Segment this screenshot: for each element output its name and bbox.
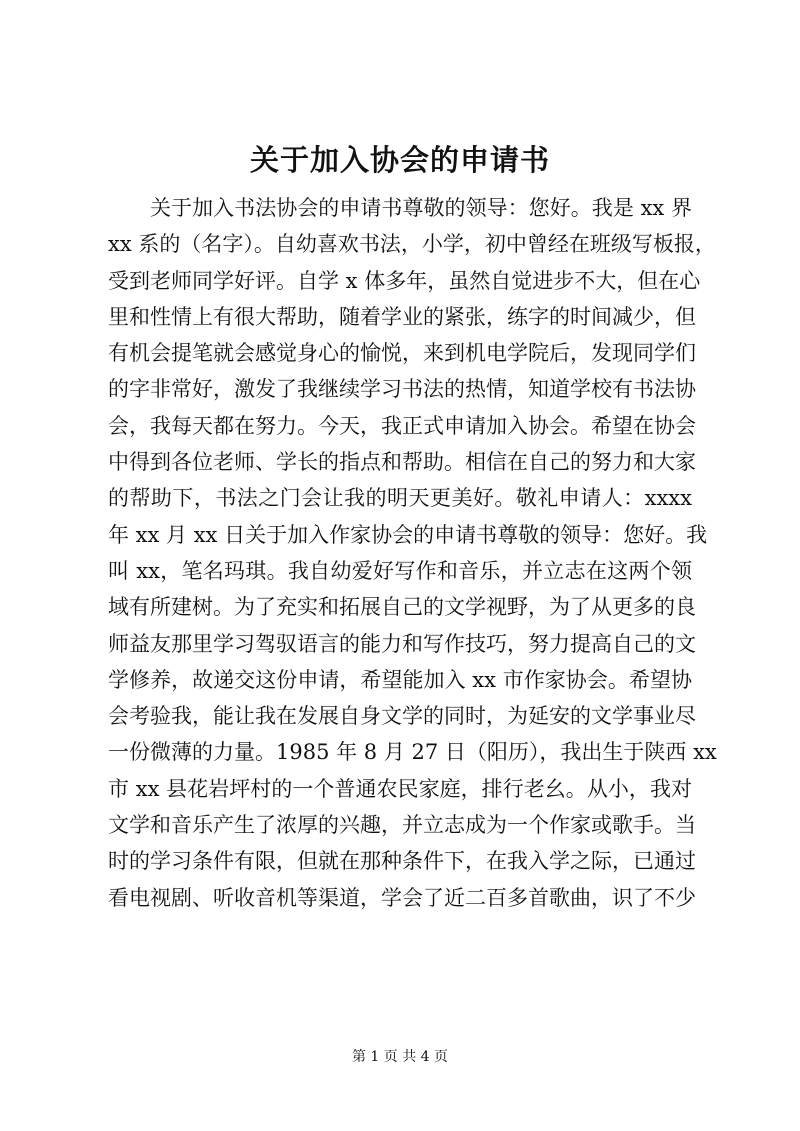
body-line: 受到老师同学好评。自学 x 体多年，虽然自觉进步不大，但在心 [108, 268, 701, 293]
body-line: 会，我每天都在努力。今天，我正式申请加入协会。希望在协会 [108, 413, 696, 438]
body-line: 时的学习条件有限，但就在那种条件下，在我入学之际，已通过 [108, 849, 696, 874]
body-line: 一份微薄的力量。1985 年 8 月 27 日（阳历），我出生于陕西 xx [108, 740, 717, 765]
body-line: 有机会提笔就会感觉身心的愉悦，来到机电学院后，发现同学们 [108, 341, 696, 366]
body-line: 的字非常好，激发了我继续学习书法的热情，知道学校有书法协 [108, 377, 696, 402]
body-line: xx 系的（名字）。自幼喜欢书法，小学，初中曾经在班级写板报， [108, 232, 716, 257]
body-line: 叫 xx，笔名玛琪。我自幼爱好写作和音乐，并立志在这两个领 [108, 558, 692, 583]
body-line: 里和性情上有很大帮助，随着学业的紧张，练字的时间减少，但 [108, 304, 696, 329]
body-line: 关于加入书法协会的申请书尊敬的领导：您好。我是 xx 界 [150, 196, 692, 220]
body-line: 中得到各位老师、学长的指点和帮助。相信在自己的努力和大家 [108, 450, 696, 475]
body-line: 域有所建树。为了充实和拓展自己的文学视野，为了从更多的良 [108, 595, 696, 620]
body-line: 看电视剧、听收音机等渠道，学会了近二百多首歌曲，识了不少 [108, 885, 696, 910]
body-line: 的帮助下，书法之门会让我的明天更美好。敬礼申请人：xxxx [108, 486, 692, 511]
body-line: 会考验我，能让我在发展自身文学的同时，为延安的文学事业尽 [108, 704, 696, 729]
body-line: 年 xx 月 xx 日关于加入作家协会的申请书尊敬的领导：您好。我 [108, 522, 708, 547]
body-line: 文学和音乐产生了浓厚的兴趣，并立志成为一个作家或歌手。当 [108, 813, 696, 838]
page-number-footer: 第 1 页 共 4 页 [351, 1049, 449, 1065]
body-line: 学修养，故递交这份申请，希望能加入 xx 市作家协会。希望协 [108, 667, 692, 692]
body-line: 师益友那里学习驾驭语言的能力和写作技巧，努力提高自己的文 [108, 631, 696, 656]
body-line: 市 xx 县花岩坪村的一个普通农民家庭，排行老幺。从小，我对 [108, 776, 692, 801]
body-paragraph [108, 190, 717, 916]
document-title: 关于加入协会的申请书 [249, 143, 550, 177]
